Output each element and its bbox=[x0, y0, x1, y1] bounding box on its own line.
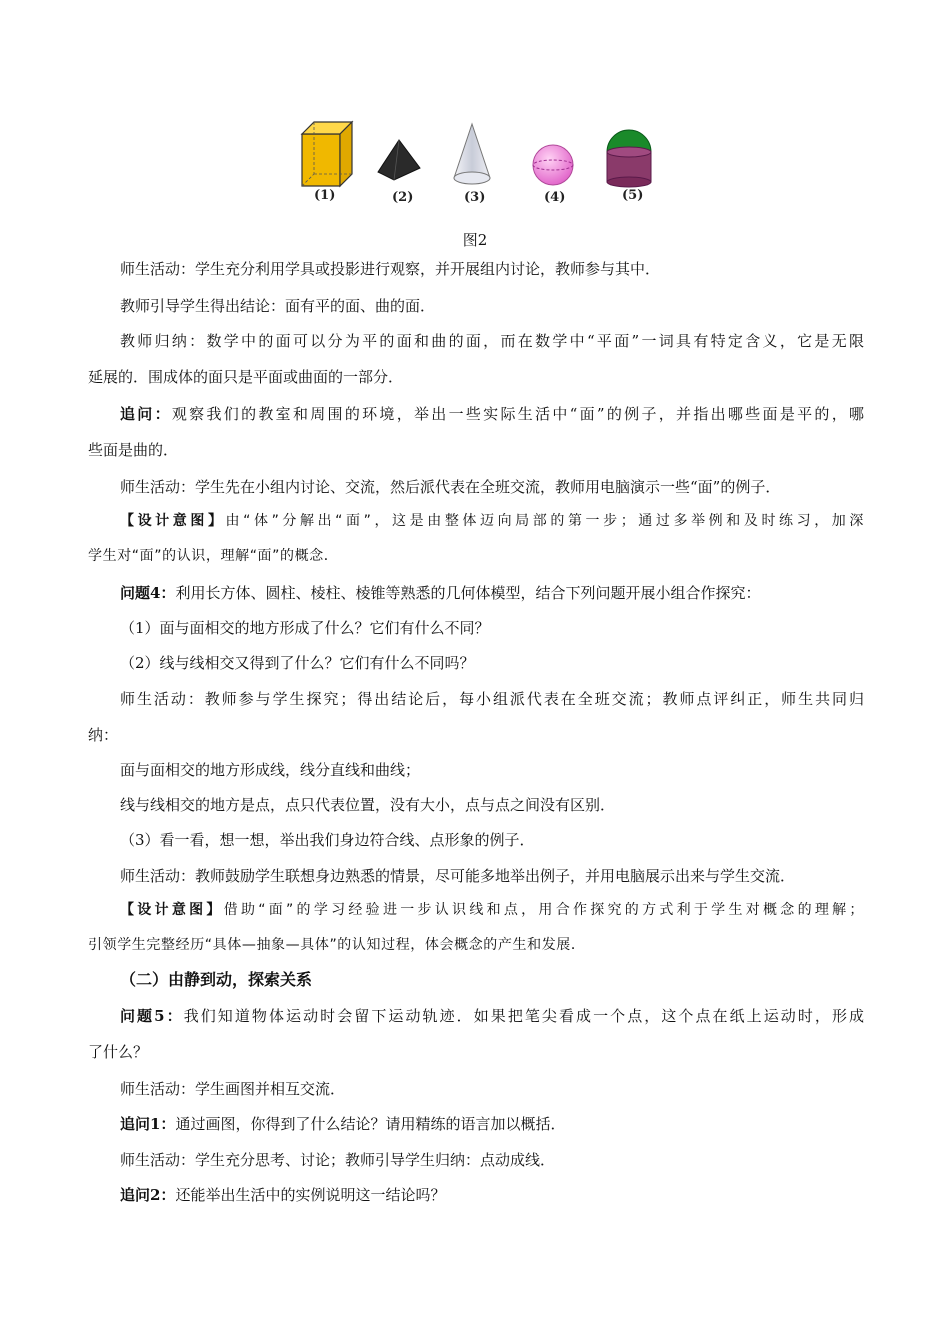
text-line: 问题4：利用长方体、圆柱、棱柱、棱锥等熟悉的几何体模型，结合下列问题开展小组合作探究： bbox=[120, 584, 761, 602]
text-line: 面与面相交的地方形成线，线分直线和曲线； bbox=[120, 761, 421, 779]
text-line: 教师归纳：数学中的面可以分为平的面和曲的面，而在数学中“平面”一词具有特定含义，它是无限 bbox=[120, 332, 864, 350]
text-line: （2）线与线相交又得到了什么？它们有什么不同吗？ bbox=[120, 654, 475, 672]
text-line: 师生活动：教师参与学生探究；得出结论后，每小组派代表在全班交流；教师点评纠正，师生共同归 bbox=[120, 690, 864, 708]
figure-label-4: (4) bbox=[544, 190, 566, 205]
text-line: 师生活动：学生充分思考、讨论；教师引导学生归纳：点动成线． bbox=[120, 1151, 556, 1169]
design-intent: 【设计意图】由“体”分解出“面”，这是由整体迈向局部的第一步；通过多举例和及时练习，加深 bbox=[120, 513, 864, 529]
text-line: 师生活动：学生充分利用学具或投影进行观察，并开展组内讨论，教师参与其中． bbox=[120, 260, 661, 278]
figure-label-1: (1) bbox=[314, 188, 336, 203]
text-line: （1）面与面相交的地方形成了什么？它们有什么不同？ bbox=[120, 619, 490, 637]
text-line: 线与线相交的地方是点，点只代表位置，没有大小，点与点之间没有区别． bbox=[120, 796, 616, 814]
cylinder-hemisphere-icon bbox=[604, 126, 654, 190]
text-line: 学生对“面”的认识，理解“面”的概念． bbox=[88, 548, 339, 564]
text-line: 师生活动：学生画图并相互交流． bbox=[120, 1080, 346, 1098]
figure-label-3: (3) bbox=[464, 190, 486, 205]
text-line: 些面是曲的． bbox=[88, 441, 179, 459]
section-heading: （二）由静到动，探索关系 bbox=[120, 970, 313, 989]
text-line: 追问1：通过画图，你得到了什么结论？请用精练的语言加以概括． bbox=[120, 1115, 566, 1133]
text-line: 师生活动：教师鼓励学生联想身边熟悉的情景，尽可能多地举出例子，并用电脑展示出来与学生交流． bbox=[120, 867, 796, 885]
text-line: 追问：观察我们的教室和周围的环境，举出一些实际生活中“面”的例子，并指出哪些面是平的，哪 bbox=[120, 405, 864, 423]
text-line: 追问2：还能举出生活中的实例说明这一结论吗？ bbox=[120, 1186, 446, 1204]
text-line: 师生活动：学生先在小组内讨论、交流，然后派代表在全班交流，教师用电脑演示一些“面”的例子． bbox=[120, 478, 781, 496]
cone-icon bbox=[451, 122, 493, 188]
figure-label-5: (5) bbox=[622, 188, 644, 203]
solids-figure bbox=[296, 116, 676, 216]
text-line: 了什么？ bbox=[88, 1043, 149, 1061]
pyramid-icon bbox=[376, 138, 422, 182]
text-line: 引领学生完整经历“具体—抽象—具体”的认知过程，体会概念的产生和发展． bbox=[88, 937, 586, 953]
cuboid-icon bbox=[300, 120, 356, 190]
design-intent: 【设计意图】借助“面”的学习经验进一步认识线和点，用合作探究的方式利于学生对概念的理解； bbox=[120, 902, 864, 918]
text-line: （3）看一看，想一想，举出我们身边符合线、点形象的例子． bbox=[120, 831, 535, 849]
text-line: 教师引导学生得出结论：面有平的面、曲的面． bbox=[120, 297, 436, 315]
figure-caption: 图2 bbox=[462, 231, 488, 249]
text-line: 延展的．围成体的面只是平面或曲面的一部分． bbox=[88, 368, 404, 386]
text-line: 纳： bbox=[88, 726, 119, 744]
figure-label-2: (2) bbox=[392, 190, 414, 205]
sphere-icon bbox=[528, 142, 578, 188]
text-line: 问题5：我们知道物体运动时会留下运动轨迹．如果把笔尖看成一个点，这个点在纸上运动时，形成 bbox=[120, 1007, 865, 1025]
